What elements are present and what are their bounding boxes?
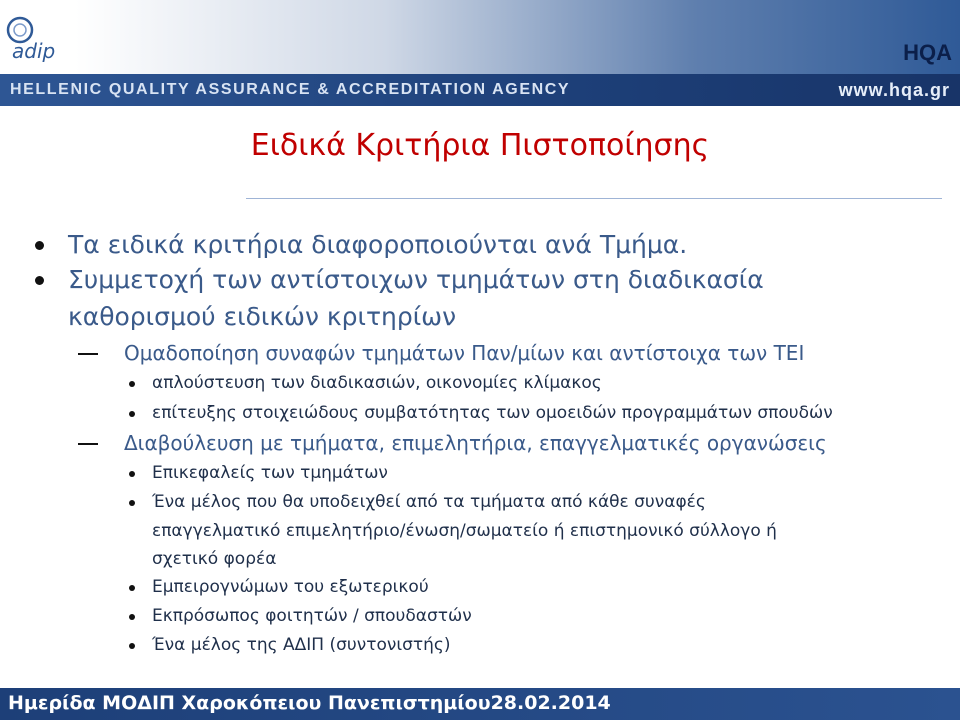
- bullet-text: Τα ειδικά κριτήρια διαφοροποιούνται ανά Τμήμα.: [68, 230, 688, 259]
- sub-sub-item: [152, 606, 472, 626]
- sub-sub-item: [152, 463, 388, 483]
- bullet-icon: [129, 643, 135, 649]
- sub-sub-item-text: Ένα μέλος που θα υποδειχθεί από τα τμήματα από κάθε συναφές: [152, 492, 706, 512]
- sub-sub-item: [152, 403, 833, 423]
- sub-sub-item: [152, 373, 602, 393]
- sub-sub-item: [152, 577, 429, 597]
- footer-text: Ημερίδα ΜΟΔΙΠ Χαροκόπειου Πανεπιστημίου28.02.2014: [8, 692, 611, 714]
- dash-icon: [78, 353, 98, 355]
- bullet-icon: [35, 241, 44, 250]
- sub-sub-item-continuation: [152, 549, 276, 569]
- adip-logo: [0, 0, 75, 75]
- bullet-item: [68, 230, 687, 259]
- sub-item: [124, 341, 804, 365]
- sub-sub-item-continuation: [152, 521, 777, 541]
- agency-website: www.hqa.gr: [838, 80, 950, 100]
- sub-sub-item-text: σχετικό φορέα: [152, 549, 277, 569]
- bullet-item: [68, 265, 764, 294]
- sub-sub-item-text: Εκπρόσωπος φοιτητών / σπουδαστών: [152, 606, 472, 626]
- footer-bar: [0, 688, 960, 720]
- bullet-item-continuation: [68, 302, 456, 331]
- sub-sub-item-text: Επικεφαλείς των τμημάτων: [152, 463, 388, 483]
- sub-sub-item: [152, 635, 451, 655]
- bullet-text: καθορισμού ειδικών κριτηρίων: [68, 302, 457, 331]
- bullet-icon: [129, 381, 135, 387]
- bullet-icon: [129, 471, 135, 477]
- bullet-icon: [35, 276, 44, 285]
- sub-sub-item: [152, 492, 706, 512]
- bullet-icon: [129, 585, 135, 591]
- title-divider: [246, 198, 942, 199]
- adip-logo-icon: [4, 8, 72, 64]
- dash-icon: [78, 443, 98, 445]
- sub-sub-item-text: Ένα μέλος της ΑΔΙΠ (συντονιστής): [152, 635, 451, 655]
- sub-item-text: Ομαδοποίηση συναφών τμημάτων Παν/μίων και αντίστοιχα των ΤΕΙ: [124, 341, 805, 365]
- agency-bar: [0, 74, 960, 106]
- slide-title: Ειδικά Κριτήρια Πιστοποίησης: [250, 128, 710, 163]
- sub-sub-item-text: επίτευξης στοιχειώδους συμβατότητας των ομοειδών προγραμμάτων σπουδών: [152, 403, 833, 423]
- sub-sub-item-text: επαγγελματικό επιμελητήριο/ένωση/σωματείο ή επιστημονικό σύλλογο ή: [152, 521, 777, 541]
- bullet-icon: [129, 411, 135, 417]
- logo-text: adip: [12, 39, 56, 63]
- agency-name: HELLENIC QUALITY ASSURANCE & ACCREDITATION AGENCY: [10, 81, 571, 98]
- bullet-text: Συμμετοχή των αντίστοιχων τμημάτων στη διαδικασία: [68, 265, 764, 294]
- hqa-label: HQA: [903, 40, 952, 65]
- bullet-icon: [129, 614, 135, 620]
- sub-sub-item-text: απλούστευση των διαδικασιών, οικονομίες κλίμακος: [152, 373, 602, 393]
- sub-item-text: Διαβούλευση με τμήματα, επιμελητήρια, επαγγελματικές οργανώσεις: [124, 431, 827, 455]
- header-band: [75, 0, 960, 74]
- sub-item: [124, 431, 827, 455]
- bullet-icon: [129, 500, 135, 506]
- sub-sub-item-text: Εμπειρογνώμων του εξωτερικού: [152, 577, 429, 597]
